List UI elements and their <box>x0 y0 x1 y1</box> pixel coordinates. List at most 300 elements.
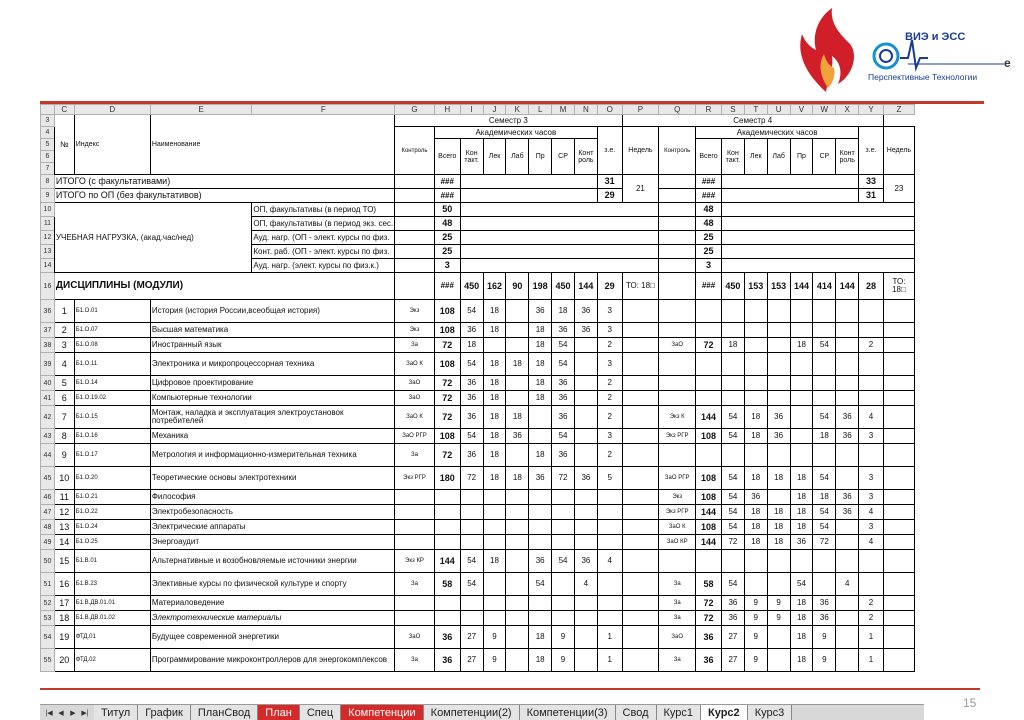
hours-cell-s3-k[interactable] <box>506 444 529 467</box>
hours-cell-s4-r[interactable]: 144 <box>696 535 722 550</box>
hours-cell-s4-v[interactable]: 18 <box>790 505 813 520</box>
hours-cell-s3-i[interactable]: 27 <box>460 626 483 649</box>
hours-cell-s3-l[interactable]: 18 <box>529 338 552 353</box>
hours-cell-s4-x[interactable] <box>836 535 859 550</box>
sheet-tab[interactable]: Компетенции(2) <box>424 705 520 720</box>
column-header[interactable]: R <box>696 105 722 115</box>
row-header[interactable]: 41 <box>41 391 55 406</box>
hours-cell-s4-w[interactable]: 9 <box>813 626 836 649</box>
hours-cell-s4-x[interactable]: 36 <box>836 429 859 444</box>
hours-cell-s4-u[interactable]: 18 <box>767 467 790 490</box>
discipline-index[interactable]: Б1.О.22 <box>74 505 150 520</box>
discipline-name[interactable]: Цифровое проектирование <box>150 376 394 391</box>
weeks-cell-s3[interactable] <box>622 338 659 353</box>
hours-cell-s4-u[interactable] <box>767 338 790 353</box>
hours-cell-s3-n[interactable] <box>574 596 597 611</box>
hours-cell-s3-h[interactable]: 72 <box>434 406 460 429</box>
hours-cell-s3-o[interactable]: 2 <box>597 338 622 353</box>
hours-cell-s4-s[interactable]: 72 <box>721 535 744 550</box>
weeks-cell-s4[interactable] <box>883 391 914 406</box>
column-header[interactable]: O <box>597 105 622 115</box>
hours-cell-s4-r[interactable]: 144 <box>696 406 722 429</box>
hours-cell-s3-i[interactable]: 36 <box>460 406 483 429</box>
hours-cell-s3-m[interactable]: 9 <box>552 649 575 672</box>
sheet-tab[interactable]: Курс3 <box>748 705 793 720</box>
weeks-cell-s3[interactable] <box>622 596 659 611</box>
hours-cell-s3-i[interactable] <box>460 490 483 505</box>
hours-cell-s3-o[interactable]: 3 <box>597 323 622 338</box>
hours-cell-s4-y[interactable] <box>859 353 884 376</box>
hours-cell-s4-s[interactable] <box>721 550 744 573</box>
row-header[interactable]: 54 <box>41 626 55 649</box>
hours-cell-s3-o[interactable]: 1 <box>597 649 622 672</box>
hours-cell-s3-i[interactable]: 54 <box>460 353 483 376</box>
hours-cell-s3-j[interactable]: 18 <box>483 467 506 490</box>
hours-cell-s4-y[interactable] <box>859 323 884 338</box>
control-form-s3[interactable]: Экз КР <box>395 550 435 573</box>
hours-cell-s3-h[interactable]: 108 <box>434 353 460 376</box>
discipline-number[interactable]: 9 <box>54 444 74 467</box>
hours-cell-s4-x[interactable]: 36 <box>836 406 859 429</box>
weeks-cell-s3[interactable] <box>622 376 659 391</box>
hours-cell-s4-u[interactable]: 18 <box>767 520 790 535</box>
hours-cell-s3-k[interactable] <box>506 323 529 338</box>
discipline-row[interactable] <box>41 550 915 573</box>
hours-cell-s4-t[interactable] <box>744 376 767 391</box>
discipline-name[interactable]: Метрология и информационно-измерительная техника <box>150 444 394 467</box>
control-form-s4[interactable]: ЗаО <box>659 338 696 353</box>
hours-cell-s3-n[interactable] <box>574 338 597 353</box>
row-header[interactable]: 51 <box>41 573 55 596</box>
hours-cell-s4-t[interactable]: 9 <box>744 626 767 649</box>
hours-cell-s3-i[interactable]: 36 <box>460 323 483 338</box>
hours-cell-s4-w[interactable]: 9 <box>813 649 836 672</box>
control-form-s3[interactable] <box>395 535 435 550</box>
hours-cell-s4-r[interactable]: 58 <box>696 573 722 596</box>
weeks-cell-s4[interactable] <box>883 596 914 611</box>
row-header[interactable]: 50 <box>41 550 55 573</box>
hours-cell-s4-v[interactable]: 36 <box>790 535 813 550</box>
hours-cell-s4-s[interactable]: 54 <box>721 520 744 535</box>
hours-cell-s3-m[interactable]: 36 <box>552 406 575 429</box>
row-header[interactable]: 47 <box>41 505 55 520</box>
sheet-tab[interactable]: Компетенции <box>341 705 424 720</box>
discipline-row[interactable] <box>41 596 915 611</box>
hours-cell-s4-s[interactable]: 54 <box>721 429 744 444</box>
hours-cell-s3-k[interactable] <box>506 649 529 672</box>
discipline-index[interactable]: Б1.О.08 <box>74 338 150 353</box>
hours-cell-s4-s[interactable]: 36 <box>721 611 744 626</box>
discipline-name[interactable]: Монтаж, наладка и эксплуатация электроустановок потребителей <box>150 406 394 429</box>
hours-cell-s4-v[interactable]: 18 <box>790 338 813 353</box>
hours-cell-s3-n[interactable]: 36 <box>574 300 597 323</box>
hours-cell-s4-y[interactable]: 1 <box>859 649 884 672</box>
hours-cell-s3-j[interactable]: 9 <box>483 649 506 672</box>
row-header[interactable]: 37 <box>41 323 55 338</box>
column-header[interactable]: M <box>552 105 575 115</box>
hours-cell-s3-j[interactable] <box>483 535 506 550</box>
hours-cell-s4-y[interactable] <box>859 300 884 323</box>
hours-cell-s4-t[interactable] <box>744 323 767 338</box>
control-form-s4[interactable]: За <box>659 611 696 626</box>
discipline-row[interactable] <box>41 353 915 376</box>
column-header[interactable]: J <box>483 105 506 115</box>
hours-cell-s4-u[interactable]: 9 <box>767 611 790 626</box>
hours-cell-s4-v[interactable]: 18 <box>790 649 813 672</box>
hours-cell-s3-o[interactable] <box>597 490 622 505</box>
weeks-cell-s4[interactable] <box>883 626 914 649</box>
hours-cell-s4-x[interactable]: 4 <box>836 573 859 596</box>
hours-cell-s4-s[interactable]: 27 <box>721 649 744 672</box>
hours-cell-s3-o[interactable]: 1 <box>597 626 622 649</box>
hours-cell-s3-n[interactable] <box>574 490 597 505</box>
hours-cell-s3-i[interactable] <box>460 596 483 611</box>
hours-cell-s4-r[interactable] <box>696 323 722 338</box>
hours-cell-s3-j[interactable] <box>483 596 506 611</box>
discipline-name[interactable]: Иностранный язык <box>150 338 394 353</box>
hours-cell-s4-v[interactable]: 18 <box>790 596 813 611</box>
column-header[interactable]: P <box>622 105 659 115</box>
hours-cell-s4-u[interactable] <box>767 550 790 573</box>
discipline-index[interactable]: Б1.О.15 <box>74 406 150 429</box>
discipline-index[interactable]: Б1.В.ДВ.01.01 <box>74 596 150 611</box>
discipline-row[interactable] <box>41 467 915 490</box>
hours-cell-s3-l[interactable]: 18 <box>529 391 552 406</box>
discipline-number[interactable]: 10 <box>54 467 74 490</box>
hours-cell-s3-j[interactable]: 18 <box>483 429 506 444</box>
control-form-s3[interactable]: Экз <box>395 323 435 338</box>
hours-cell-s4-w[interactable]: 54 <box>813 406 836 429</box>
hours-cell-s3-j[interactable]: 18 <box>483 376 506 391</box>
hours-cell-s4-r[interactable]: 36 <box>696 626 722 649</box>
hours-cell-s4-u[interactable]: 18 <box>767 535 790 550</box>
hours-cell-s3-n[interactable] <box>574 406 597 429</box>
control-form-s4[interactable] <box>659 323 696 338</box>
hours-cell-s3-k[interactable] <box>506 490 529 505</box>
hours-cell-s3-h[interactable] <box>434 505 460 520</box>
hours-cell-s4-x[interactable] <box>836 550 859 573</box>
hours-cell-s4-v[interactable]: 18 <box>790 520 813 535</box>
hours-cell-s3-o[interactable] <box>597 596 622 611</box>
hours-cell-s3-n[interactable] <box>574 649 597 672</box>
control-form-s3[interactable]: За <box>395 338 435 353</box>
row-header[interactable]: 52 <box>41 596 55 611</box>
discipline-name[interactable]: Элективные курсы по физической культуре и спорту <box>150 573 394 596</box>
weeks-cell-s4[interactable] <box>883 490 914 505</box>
weeks-cell-s4[interactable] <box>883 649 914 672</box>
hours-cell-s3-l[interactable] <box>529 490 552 505</box>
hours-cell-s4-y[interactable]: 3 <box>859 490 884 505</box>
discipline-index[interactable]: Б1.О.01 <box>74 300 150 323</box>
row-header[interactable]: 42 <box>41 406 55 429</box>
row-header[interactable]: 36 <box>41 300 55 323</box>
row-header[interactable]: 44 <box>41 444 55 467</box>
hours-cell-s4-t[interactable]: 18 <box>744 535 767 550</box>
hours-cell-s4-w[interactable] <box>813 353 836 376</box>
control-form-s4[interactable]: Экз <box>659 490 696 505</box>
hours-cell-s4-x[interactable]: 36 <box>836 490 859 505</box>
discipline-row[interactable] <box>41 444 915 467</box>
discipline-row[interactable] <box>41 505 915 520</box>
hours-cell-s3-l[interactable] <box>529 611 552 626</box>
sheet-tab[interactable]: Титул <box>94 705 138 720</box>
hours-cell-s4-x[interactable] <box>836 338 859 353</box>
discipline-row[interactable] <box>41 391 915 406</box>
hours-cell-s4-w[interactable]: 36 <box>813 611 836 626</box>
discipline-number[interactable]: 13 <box>54 520 74 535</box>
hours-cell-s3-i[interactable] <box>460 520 483 535</box>
hours-cell-s4-r[interactable] <box>696 300 722 323</box>
hours-cell-s3-o[interactable] <box>597 535 622 550</box>
control-form-s3[interactable]: За <box>395 649 435 672</box>
hours-cell-s4-w[interactable]: 54 <box>813 467 836 490</box>
discipline-index[interactable]: Б1.О.07 <box>74 323 150 338</box>
discipline-number[interactable]: 14 <box>54 535 74 550</box>
hours-cell-s3-l[interactable] <box>529 596 552 611</box>
hours-cell-s4-y[interactable]: 3 <box>859 429 884 444</box>
row-header[interactable]: 43 <box>41 429 55 444</box>
hours-cell-s3-l[interactable]: 18 <box>529 376 552 391</box>
weeks-cell-s4[interactable] <box>883 467 914 490</box>
hours-cell-s4-y[interactable]: 2 <box>859 611 884 626</box>
control-form-s4[interactable]: ЗаО РГР <box>659 467 696 490</box>
hours-cell-s3-i[interactable]: 54 <box>460 300 483 323</box>
hours-cell-s3-k[interactable] <box>506 520 529 535</box>
control-form-s4[interactable]: ЗаО <box>659 626 696 649</box>
hours-cell-s4-t[interactable] <box>744 550 767 573</box>
hours-cell-s3-l[interactable]: 18 <box>529 323 552 338</box>
hours-cell-s3-h[interactable]: 144 <box>434 550 460 573</box>
discipline-name[interactable]: Материаловедение <box>150 596 394 611</box>
hours-cell-s4-r[interactable]: 72 <box>696 611 722 626</box>
hours-cell-s3-o[interactable] <box>597 520 622 535</box>
control-form-s4[interactable]: Экз РГР <box>659 429 696 444</box>
weeks-cell-s4[interactable] <box>883 520 914 535</box>
discipline-name[interactable]: Электротехнические материалы <box>150 611 394 626</box>
hours-cell-s3-n[interactable] <box>574 520 597 535</box>
weeks-cell-s3[interactable] <box>622 323 659 338</box>
control-form-s4[interactable] <box>659 391 696 406</box>
weeks-cell-s3[interactable] <box>622 353 659 376</box>
hours-cell-s3-n[interactable] <box>574 505 597 520</box>
hours-cell-s4-x[interactable] <box>836 596 859 611</box>
hours-cell-s3-m[interactable] <box>552 505 575 520</box>
weeks-cell-s4[interactable] <box>883 376 914 391</box>
discipline-row[interactable] <box>41 626 915 649</box>
hours-cell-s3-m[interactable]: 54 <box>552 338 575 353</box>
control-form-s4[interactable]: За <box>659 649 696 672</box>
hours-cell-s4-w[interactable]: 18 <box>813 429 836 444</box>
weeks-cell-s3[interactable] <box>622 535 659 550</box>
weeks-cell-s4[interactable] <box>883 444 914 467</box>
hours-cell-s4-x[interactable] <box>836 376 859 391</box>
discipline-row[interactable] <box>41 338 915 353</box>
hours-cell-s3-m[interactable]: 36 <box>552 323 575 338</box>
discipline-number[interactable]: 12 <box>54 505 74 520</box>
hours-cell-s3-i[interactable]: 36 <box>460 391 483 406</box>
hours-cell-s4-s[interactable] <box>721 300 744 323</box>
hours-cell-s3-i[interactable] <box>460 505 483 520</box>
discipline-index[interactable]: Б1.В.ДВ.01.02 <box>74 611 150 626</box>
discipline-number[interactable]: 17 <box>54 596 74 611</box>
weeks-cell-s4[interactable] <box>883 611 914 626</box>
hours-cell-s3-n[interactable] <box>574 391 597 406</box>
hours-cell-s4-u[interactable]: 36 <box>767 429 790 444</box>
hours-cell-s3-j[interactable] <box>483 490 506 505</box>
control-form-s3[interactable] <box>395 611 435 626</box>
hours-cell-s3-n[interactable] <box>574 535 597 550</box>
weeks-cell-s4[interactable] <box>883 550 914 573</box>
hours-cell-s3-k[interactable]: 36 <box>506 429 529 444</box>
row-header[interactable]: 49 <box>41 535 55 550</box>
hours-cell-s4-u[interactable] <box>767 323 790 338</box>
hours-cell-s3-o[interactable]: 3 <box>597 300 622 323</box>
control-form-s3[interactable] <box>395 520 435 535</box>
discipline-name[interactable]: Электробезопасность <box>150 505 394 520</box>
sheet-tab[interactable]: Компетенции(3) <box>520 705 616 720</box>
hours-cell-s3-h[interactable] <box>434 490 460 505</box>
discipline-number[interactable]: 8 <box>54 429 74 444</box>
discipline-number[interactable]: 20 <box>54 649 74 672</box>
discipline-name[interactable]: Альтернативные и возобновляемые источники энергии <box>150 550 394 573</box>
row-header[interactable]: 45 <box>41 467 55 490</box>
hours-cell-s3-o[interactable]: 3 <box>597 353 622 376</box>
hours-cell-s4-w[interactable] <box>813 300 836 323</box>
hours-cell-s4-x[interactable] <box>836 300 859 323</box>
control-form-s3[interactable] <box>395 505 435 520</box>
hours-cell-s3-i[interactable]: 54 <box>460 429 483 444</box>
hours-cell-s3-h[interactable]: 108 <box>434 300 460 323</box>
hours-cell-s3-l[interactable]: 36 <box>529 467 552 490</box>
hours-cell-s4-t[interactable] <box>744 300 767 323</box>
hours-cell-s3-m[interactable] <box>552 520 575 535</box>
hours-cell-s4-t[interactable]: 18 <box>744 429 767 444</box>
next-sheet-icon[interactable]: ▶ <box>70 709 76 717</box>
discipline-number[interactable]: 2 <box>54 323 74 338</box>
column-header[interactable]: C <box>54 105 74 115</box>
weeks-cell-s4[interactable] <box>883 300 914 323</box>
discipline-row[interactable] <box>41 649 915 672</box>
hours-cell-s3-j[interactable]: 18 <box>483 353 506 376</box>
discipline-index[interactable]: Б1.В.23 <box>74 573 150 596</box>
discipline-row[interactable] <box>41 535 915 550</box>
discipline-number[interactable]: 6 <box>54 391 74 406</box>
hours-cell-s3-i[interactable]: 36 <box>460 444 483 467</box>
hours-cell-s3-i[interactable]: 54 <box>460 573 483 596</box>
hours-cell-s3-l[interactable]: 18 <box>529 626 552 649</box>
hours-cell-s4-w[interactable] <box>813 376 836 391</box>
hours-cell-s3-h[interactable]: 108 <box>434 429 460 444</box>
hours-cell-s3-k[interactable] <box>506 611 529 626</box>
hours-cell-s3-h[interactable]: 58 <box>434 573 460 596</box>
hours-cell-s3-j[interactable]: 18 <box>483 300 506 323</box>
weeks-cell-s4[interactable] <box>883 323 914 338</box>
hours-cell-s4-t[interactable]: 9 <box>744 596 767 611</box>
hours-cell-s3-o[interactable]: 4 <box>597 550 622 573</box>
hours-cell-s4-r[interactable]: 108 <box>696 467 722 490</box>
hours-cell-s4-y[interactable] <box>859 573 884 596</box>
hours-cell-s3-n[interactable] <box>574 353 597 376</box>
hours-cell-s4-s[interactable] <box>721 353 744 376</box>
hours-cell-s3-l[interactable] <box>529 406 552 429</box>
hours-cell-s3-h[interactable]: 180 <box>434 467 460 490</box>
hours-cell-s4-s[interactable]: 54 <box>721 573 744 596</box>
column-header[interactable]: D <box>74 105 150 115</box>
column-header[interactable]: S <box>721 105 744 115</box>
row-header[interactable]: 40 <box>41 376 55 391</box>
weeks-cell-s3[interactable] <box>622 505 659 520</box>
hours-cell-s4-x[interactable] <box>836 649 859 672</box>
discipline-row[interactable] <box>41 300 915 323</box>
control-form-s3[interactable] <box>395 490 435 505</box>
hours-cell-s4-w[interactable]: 54 <box>813 505 836 520</box>
hours-cell-s3-h[interactable]: 72 <box>434 391 460 406</box>
hours-cell-s4-u[interactable]: 36 <box>767 406 790 429</box>
hours-cell-s3-j[interactable]: 9 <box>483 626 506 649</box>
hours-cell-s3-h[interactable] <box>434 596 460 611</box>
control-form-s4[interactable]: За <box>659 596 696 611</box>
discipline-row[interactable] <box>41 323 915 338</box>
hours-cell-s4-t[interactable]: 36 <box>744 490 767 505</box>
hours-cell-s4-w[interactable]: 72 <box>813 535 836 550</box>
hours-cell-s3-n[interactable] <box>574 626 597 649</box>
hours-cell-s3-k[interactable]: 18 <box>506 353 529 376</box>
hours-cell-s3-k[interactable] <box>506 596 529 611</box>
row-header[interactable]: 39 <box>41 353 55 376</box>
weeks-cell-s3[interactable] <box>622 626 659 649</box>
column-header[interactable]: K <box>506 105 529 115</box>
hours-cell-s4-u[interactable] <box>767 573 790 596</box>
weeks-cell-s4[interactable] <box>883 338 914 353</box>
discipline-name[interactable]: Энергоаудит <box>150 535 394 550</box>
hours-cell-s4-t[interactable] <box>744 573 767 596</box>
hours-cell-s4-r[interactable] <box>696 376 722 391</box>
hours-cell-s4-t[interactable] <box>744 338 767 353</box>
control-form-s3[interactable] <box>395 596 435 611</box>
hours-cell-s3-m[interactable] <box>552 611 575 626</box>
first-sheet-icon[interactable]: |◀ <box>45 709 53 717</box>
discipline-index[interactable]: Б1.О.21 <box>74 490 150 505</box>
hours-cell-s4-y[interactable] <box>859 391 884 406</box>
control-form-s4[interactable] <box>659 376 696 391</box>
hours-cell-s3-m[interactable] <box>552 490 575 505</box>
hours-cell-s4-r[interactable] <box>696 550 722 573</box>
hours-cell-s4-y[interactable]: 2 <box>859 338 884 353</box>
control-form-s3[interactable]: ЗаО К <box>395 406 435 429</box>
column-header[interactable]: G <box>395 105 435 115</box>
control-form-s4[interactable] <box>659 300 696 323</box>
weeks-cell-s3[interactable] <box>622 520 659 535</box>
hours-cell-s3-j[interactable]: 18 <box>483 444 506 467</box>
hours-cell-s3-n[interactable]: 36 <box>574 550 597 573</box>
hours-cell-s4-y[interactable]: 3 <box>859 467 884 490</box>
discipline-row[interactable] <box>41 573 915 596</box>
row-header[interactable]: 55 <box>41 649 55 672</box>
hours-cell-s4-r[interactable]: 72 <box>696 596 722 611</box>
hours-cell-s3-k[interactable] <box>506 376 529 391</box>
discipline-name[interactable]: Программирование микроконтроллеров для энергокомплексов <box>150 649 394 672</box>
hours-cell-s4-w[interactable]: 18 <box>813 490 836 505</box>
hours-cell-s3-i[interactable]: 18 <box>460 338 483 353</box>
hours-cell-s4-y[interactable] <box>859 444 884 467</box>
discipline-index[interactable]: Б1.О.25 <box>74 535 150 550</box>
column-header[interactable]: Q <box>659 105 696 115</box>
hours-cell-s3-h[interactable]: 72 <box>434 338 460 353</box>
weeks-cell-s3[interactable] <box>622 490 659 505</box>
hours-cell-s3-l[interactable] <box>529 505 552 520</box>
weeks-cell-s4[interactable] <box>883 573 914 596</box>
column-header[interactable]: T <box>744 105 767 115</box>
